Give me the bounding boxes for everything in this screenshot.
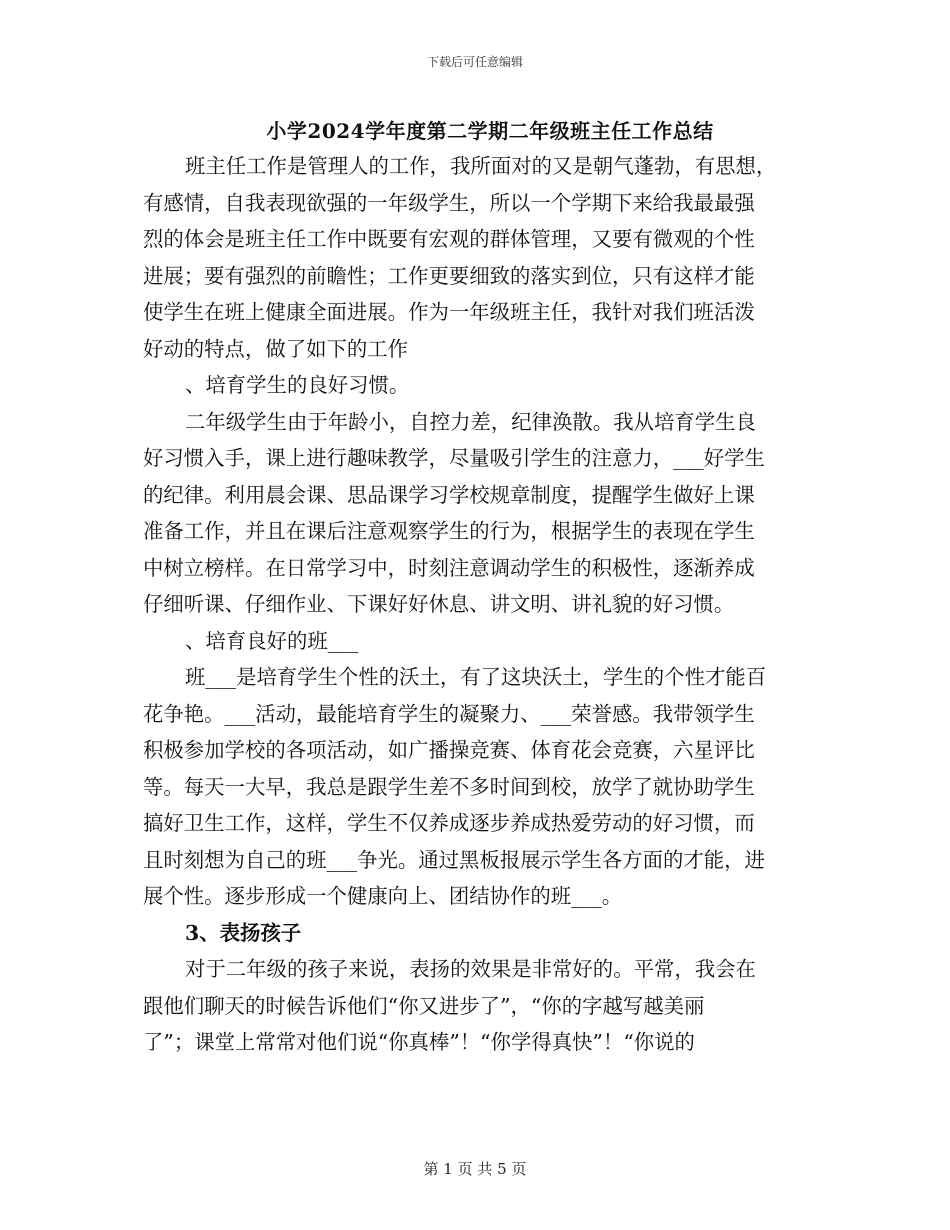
paragraph-line: 好习惯入手，课上进行趣味教学，尽量吸引学生的注意力，___好学生	[143, 446, 765, 470]
paragraph-line: 二年级学生由于年龄小，自控力差，纪律涣散。我从培育学生良	[185, 409, 756, 434]
paragraph-line: 好动的特点，做了如下的工作	[143, 336, 409, 361]
page-number-footer: 第 1 页 共 5 页	[423, 1160, 527, 1178]
paragraph-line: 花争艳。___活动，最能培育学生的凝聚力、___荣誉感。我带领学生	[143, 701, 755, 726]
paragraph-line: 对于二年级的孩子来说，表扬的效果是非常好的。平常，我会在	[185, 957, 756, 981]
paragraph-line: 积极参加学校的各项活动，如广播操竞赛、体育花会竞赛，六星评比	[143, 738, 755, 762]
paragraph-line: 班___是培育学生个性的沃土，有了这块沃土，学生的个性才能百	[185, 665, 767, 689]
document-body	[143, 148, 809, 1061]
paragraph-line: 烈的体会是班主任工作中既要有宏观的群体管理，又要有微观的个性	[143, 227, 755, 251]
paragraph-line: 展个性。逐步形成一个健康向上、团结协作的班___。	[143, 884, 623, 908]
paragraph-line: 且时刻想为自己的班___争光。通过黑板报展示学生各方面的才能，进	[143, 847, 765, 872]
paragraph-line: 班主任工作是管理人的工作，我所面对的又是朝气蓬勃，有思想，	[185, 154, 777, 178]
paragraph-line: 中树立榜样。在日常学习中，时刻注意调动学生的积极性，逐渐养成	[143, 555, 755, 580]
paragraph-line: 使学生在班上健康全面进展。作为一年级班主任，我针对我们班活泼	[143, 300, 755, 324]
paragraph-line: 仔细听课、仔细作业、下课好好休息、讲文明、讲礼貌的好习惯。	[143, 592, 735, 616]
section-heading: 、培育良好的班___	[185, 628, 359, 653]
document-title: 小学2024学年度第二学期二年级班主任工作总结	[266, 119, 714, 143]
header-note: 下载后可任意编辑	[426, 55, 523, 69]
paragraph-line: 了”；课堂上常常对他们说“你真棒”！“你学得真快”！“你说的	[143, 1030, 695, 1054]
paragraph-line: 进展；要有强烈的前瞻性；工作更要细致的落实到位，只有这样才能	[143, 263, 755, 288]
paragraph-line: 搞好卫生工作，这样，学生不仅养成逐步养成热爱劳动的好习惯，而	[143, 811, 755, 835]
paragraph-line: 准备工作，并且在课后注意观察学生的行为，根据学生的表现在学生	[143, 519, 755, 543]
paragraph-line: 等。每天一大早，我总是跟学生差不多时间到校，放学了就协助学生	[143, 774, 755, 799]
section-heading: 3、表扬孩子	[185, 920, 302, 945]
paragraph-line: 的纪律。利用晨会课、思品课学习学校规章制度，提醒学生做好上课	[143, 482, 755, 507]
paragraph-line: 有感情，自我表现欲强的一年级学生，所以一个学期下来给我最最强	[143, 190, 755, 215]
paragraph-line: 跟他们聊天的时候告诉他们“你又进步了”，“你的字越写越美丽	[143, 993, 705, 1018]
section-heading: 、培育学生的良好习惯。	[185, 373, 410, 397]
